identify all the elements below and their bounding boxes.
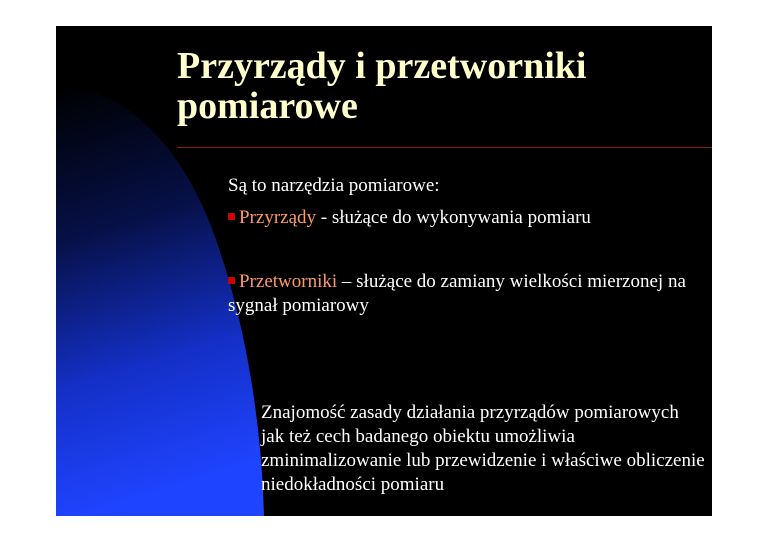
bullet-term: Przyrządy [239, 207, 317, 228]
bullet-item-2 [228, 270, 688, 318]
bullet-square-icon [228, 213, 235, 220]
bullet-description: - służące do wykonywania pomiaru [316, 207, 591, 228]
title-divider [177, 147, 712, 148]
note-text: Znajomość zasady działania przyrządów pomiarowych jak też cech badanego obiektu umożliwia zminimalizowanie lub przewidzenie i właściwe obliczenie niedokładności pomiaru [261, 402, 705, 495]
bullet-square-icon [228, 277, 235, 284]
bullet-description: – służące do zamiany wielkości mierzonej na sygnał pomiarowy [228, 271, 686, 316]
bullet-item-1 [228, 206, 591, 230]
intro-text: Są to narzędzia pomiarowe: [228, 175, 440, 196]
slide-title: Przyrządy i przetworniki pomiarowe [177, 45, 587, 127]
bullet-term: Przetworniki [239, 271, 338, 292]
slide [56, 26, 712, 516]
